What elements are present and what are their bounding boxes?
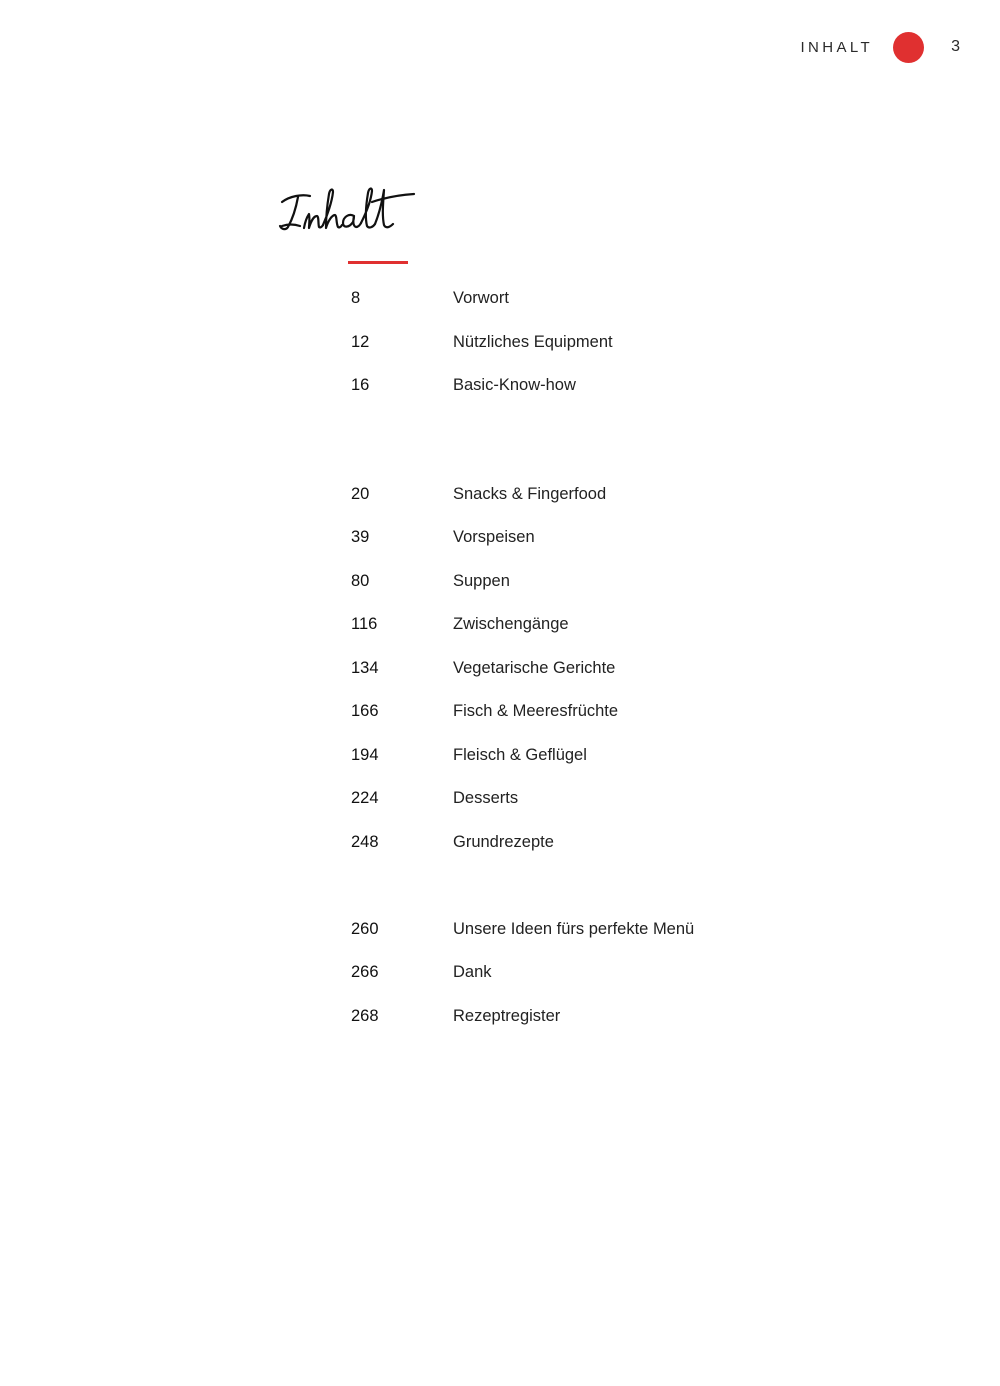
toc-title: Desserts (453, 789, 519, 808)
toc-entry[interactable] (351, 560, 851, 604)
toc-group-appendix (351, 908, 851, 1039)
toc-group-intro (351, 277, 851, 408)
toc-entry[interactable] (351, 516, 851, 560)
toc-title: Rezeptregister (453, 1006, 561, 1025)
toc-entry[interactable] (351, 995, 851, 1039)
toc-entry[interactable] (351, 603, 851, 647)
toc-page-number: 80 (351, 571, 370, 590)
toc-title: Basic-Know-how (453, 376, 576, 395)
toc-entry[interactable] (351, 277, 851, 321)
toc-entry[interactable] (351, 690, 851, 734)
toc-title: Vegetarische Gerichte (453, 658, 616, 677)
accent-rule (348, 261, 408, 264)
toc-title: Fisch & Meeresfrüchte (453, 702, 619, 721)
page-title (276, 180, 436, 240)
toc-entry[interactable] (351, 364, 851, 408)
toc-page-number: 39 (351, 528, 370, 547)
red-dot-icon (893, 32, 924, 63)
toc-page-number: 116 (351, 615, 378, 634)
page-number: 3 (951, 38, 960, 55)
toc-page-number: 194 (351, 745, 379, 764)
toc-title: Nützliches Equipment (453, 332, 613, 351)
toc-entry[interactable] (351, 777, 851, 821)
toc-title: Unsere Ideen fürs perfekte Menü (453, 919, 695, 938)
toc-page-number: 248 (351, 832, 379, 851)
toc-page-number: 16 (351, 376, 370, 395)
toc-entry[interactable] (351, 473, 851, 517)
toc-page-number: 266 (351, 963, 379, 982)
script-heading-inhalt (276, 180, 436, 240)
toc-page-number: 268 (351, 1006, 379, 1025)
toc-page-number: 12 (351, 332, 370, 351)
toc-title: Vorwort (453, 289, 509, 308)
toc-entry[interactable] (351, 951, 851, 995)
toc-title: Snacks & Fingerfood (453, 484, 607, 503)
toc-title: Fleisch & Geflügel (453, 745, 587, 764)
section-label: INHALT (800, 38, 874, 56)
toc-title: Suppen (453, 571, 510, 590)
toc-entry[interactable] (351, 647, 851, 691)
toc-group-recipes (351, 473, 851, 865)
group-spacer (351, 864, 851, 908)
toc-page-number: 224 (351, 789, 379, 808)
toc-title: Grundrezepte (453, 832, 554, 851)
toc-entry[interactable] (351, 821, 851, 865)
toc-page-number: 20 (351, 484, 370, 503)
toc-title: Dank (453, 963, 492, 982)
group-spacer (351, 408, 851, 473)
running-head (800, 31, 960, 63)
toc-entry[interactable] (351, 321, 851, 365)
toc-page-number: 8 (351, 289, 361, 308)
toc-title: Zwischengänge (453, 615, 569, 634)
toc-page-number: 134 (351, 658, 379, 677)
toc-page-number: 260 (351, 919, 379, 938)
table-of-contents (351, 277, 851, 1038)
toc-entry[interactable] (351, 734, 851, 778)
toc-page-number: 166 (351, 702, 379, 721)
toc-entry[interactable] (351, 908, 851, 952)
toc-title: Vorspeisen (453, 528, 535, 547)
